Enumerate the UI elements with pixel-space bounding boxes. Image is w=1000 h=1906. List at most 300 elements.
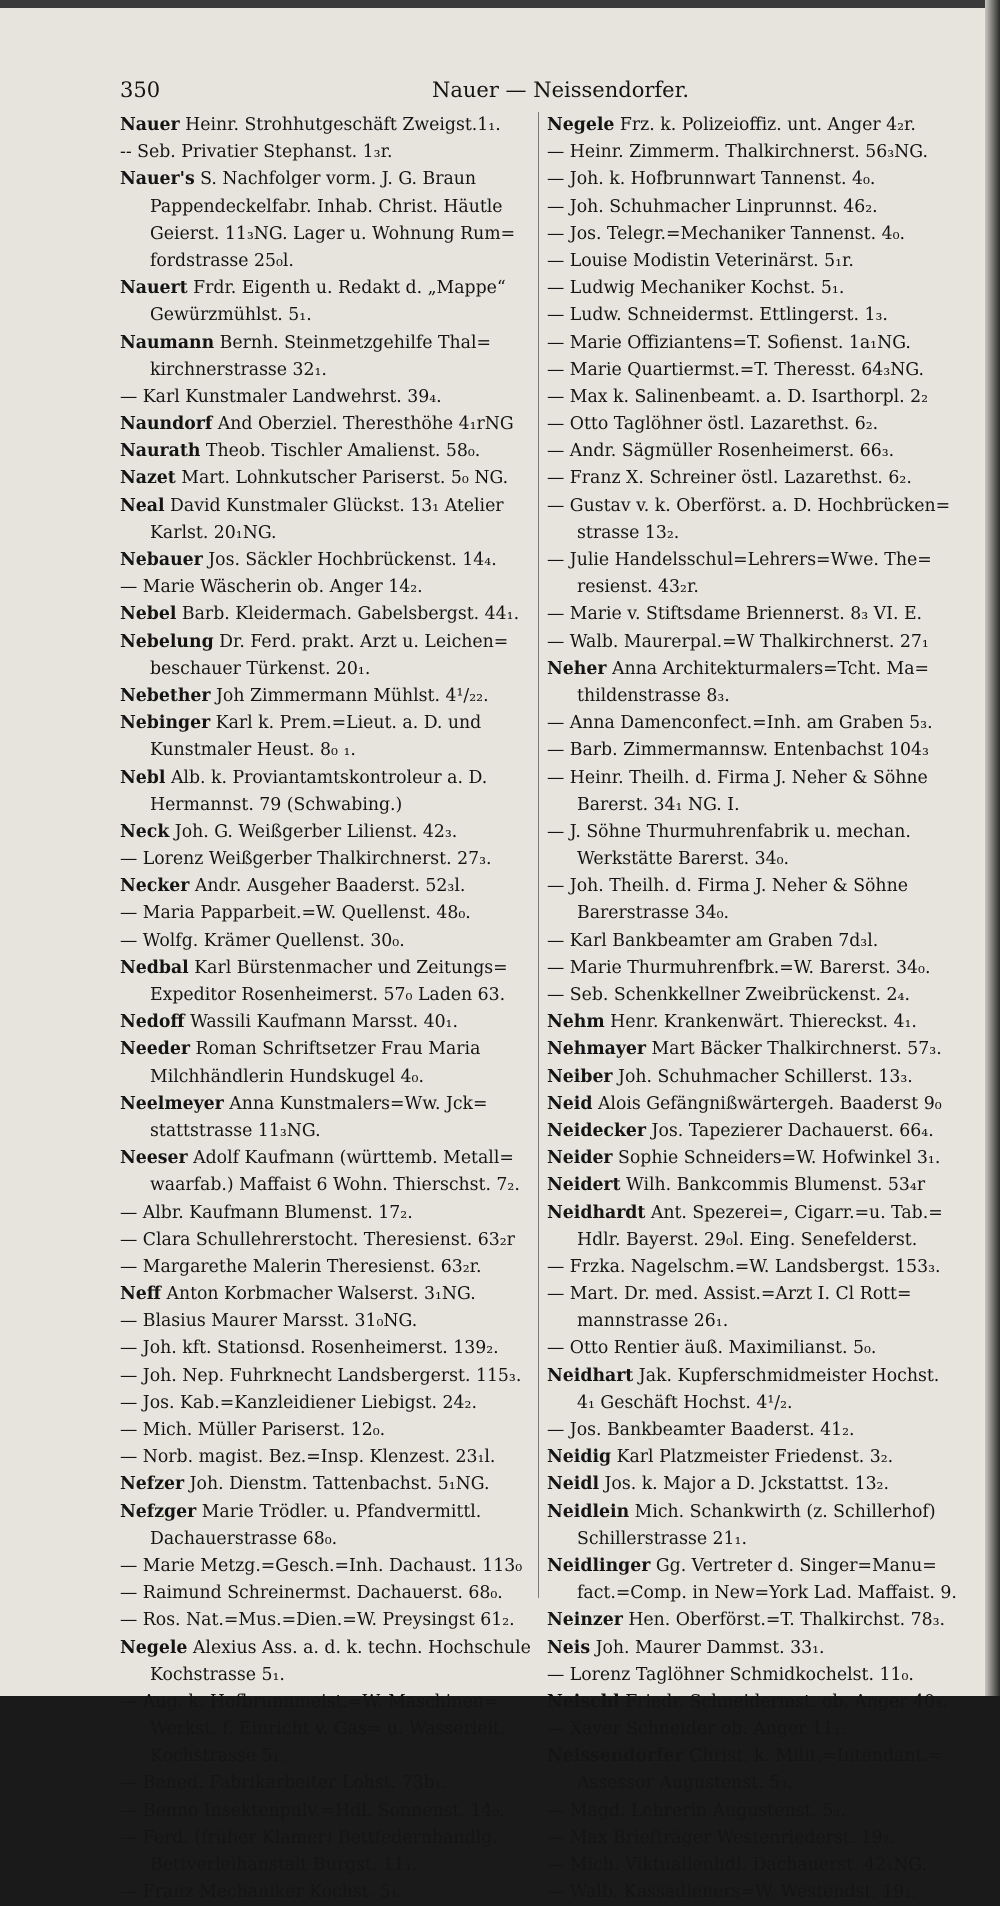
entry-text: — Marie Wäscherin ob. Anger 14₂. [120,577,423,598]
entry-text: — Aug. k. Hofbrunnmeist.=W. Maschinen= [120,1691,499,1712]
entry-text: — Blasius Maurer Marsst. 31₀NG. [120,1311,418,1332]
entry-text: — Jos. Kab.=Kanzleidiener Liebigst. 24₂. [120,1392,477,1413]
entry-text: Alexius Ass. a. d. k. techn. Hochschule [187,1637,531,1658]
entry-text: Barerstrasse 34₀. [577,903,729,924]
entry-surname: Nazet [120,468,176,489]
directory-line [120,1118,534,1145]
entry-surname: Neidl [547,1474,600,1495]
entry-text: Hen. Oberförst.=T. Thalkirchst. 78₃. [622,1610,946,1631]
entry-text: — Mart. Dr. med. Assist.=Arzt I. Cl Rott= [547,1284,912,1305]
entry-surname: Nefzger [120,1501,197,1522]
entry-text: — Wolfg. Krämer Quellenst. 30₀. [120,930,405,951]
directory-line [547,1607,961,1634]
entry-text: Jos. Tapezierer Dachauerst. 66₄. [646,1120,934,1141]
directory-line [120,1635,534,1662]
entry-text: — Heinr. Zimmerm. Thalkirchnerst. 56₃NG. [547,142,928,163]
entry-text: Alb. k. Proviantamtskontroleur a. D. [165,767,488,788]
entry-text: S. Nachfolger vorm. J. G. Braun [194,169,477,190]
entry-surname: Neidhart [547,1365,634,1386]
entry-text: Mart Bäcker Thalkirchnerst. 57₃. [645,1039,942,1060]
entry-text: Barerst. 34₁ NG. I. [577,794,740,815]
directory-line [120,357,534,384]
entry-surname: Nauer [120,115,180,135]
directory-line [120,656,534,683]
entry-text: fact.=Comp. in New=York Lad. Maffaist. 9. [577,1583,957,1604]
directory-line [120,1009,534,1036]
entry-text: thildenstrasse 8₃. [577,685,730,706]
directory-line [547,1064,961,1091]
entry-surname: Neidlein [547,1501,630,1522]
directory-line [547,792,961,819]
entry-text: — Joh. kft. Stationsd. Rosenheimerst. 139₂. [120,1338,499,1359]
directory-line [547,1716,961,1743]
entry-text: Pappendeckelfabr. Inhab. Christ. Häutle [150,196,503,217]
entry-text: stattstrasse 11₃NG. [150,1120,321,1141]
directory-line [120,900,534,927]
entry-text: — Lorenz Weißgerber Thalkirchnerst. 27₃. [120,849,492,870]
directory-line [120,1798,534,1825]
entry-text: — Mich. Müller Pariserst. 12₀. [120,1420,386,1440]
directory-line [547,1363,961,1390]
directory-line [120,166,534,193]
entry-surname: Nebelung [120,631,214,652]
directory-line [120,248,534,275]
directory-line [547,302,961,329]
entry-text: Andr. Ausgeher Baaderst. 52₃l. [189,876,466,897]
directory-line [120,1553,534,1580]
directory-line [547,221,961,248]
column-divider [538,112,539,1598]
directory-line [547,194,961,221]
entry-text: Frdr. Eigenth u. Redakt d. „Mappe“ [187,278,506,299]
directory-line [120,1526,534,1553]
directory-line [547,1553,961,1580]
directory-line [547,112,961,139]
entry-surname: Neid [547,1093,593,1114]
directory-line [547,1145,961,1172]
directory-line [547,1798,961,1825]
entry-text: — Otto Taglöhner östl. Lazarethst. 6₂. [547,414,879,435]
directory-line [120,574,534,601]
directory-line [547,520,961,547]
entry-text: Geierst. 11₃NG. Lager u. Wohnung Rum= [150,223,516,244]
entry-text: — Ludw. Schneidermst. Ettlingerst. 1₃. [547,305,888,326]
directory-line [547,384,961,411]
entry-surname: Neher [547,658,607,679]
entry-text: -- Seb. Privatier Stephanst. 1₃r. [120,142,393,163]
directory-line [120,683,534,710]
entry-text: — Ludwig Mechaniker Kochst. 5₁. [547,278,845,299]
page-header [120,78,950,110]
entry-text: Anna Kunstmalers=Ww. Jck= [223,1093,488,1114]
directory-line [547,1580,961,1607]
directory-line [547,737,961,764]
directory-line [120,194,534,221]
directory-line [547,1390,961,1417]
entry-text: — Mich. Viktualienhdl. Dachauerst. 42₁NG. [547,1855,927,1875]
directory-line [547,1254,961,1281]
directory-line [547,683,961,710]
entry-surname: Naurath [120,441,201,462]
entry-text: Kochstrasse 5₁. [150,1746,285,1767]
directory-line [120,1200,534,1227]
entry-text: — Franz Mechaniker Kochst. 5₁. [120,1882,404,1903]
entry-text: — Julie Handelsschul=Lehrers=Wwe. The= [547,550,932,570]
entry-text: — Raimund Schreinermst. Dachauerst. 68₀. [120,1583,503,1604]
entry-text: Joh. Schuhmacher Schillerst. 13₃. [612,1066,913,1087]
directory-line [120,1036,534,1063]
entry-text: Roman Schriftsetzer Frau Maria [189,1039,481,1060]
directory-line [120,1091,534,1118]
entry-text: — Xaver Schneider ob. Anger 11₁. [547,1719,847,1740]
entry-text: waarfab.) Maffaist 6 Wohn. Thierschst. 7₂. [150,1175,520,1196]
page-number: 350 [120,78,161,102]
entry-text: — Ferd. (früher Klamer) Bettfedernhandlg. [120,1827,498,1848]
directory-line [120,384,534,411]
directory-line [547,1770,961,1797]
entry-surname: Neff [120,1284,161,1305]
entry-text: Ant. Spezerei=, Cigarr.=u. Tab.= [645,1202,943,1223]
entry-surname: Neelmeyer [120,1093,224,1114]
directory-line [547,1444,961,1471]
entry-text: — Joh. Schuhmacher Linprunnst. 46₂. [547,196,878,217]
directory-line [547,846,961,873]
directory-line [547,1689,961,1716]
entry-text: — Jos. Telegr.=Mechaniker Tannenst. 4₀. [547,223,905,244]
directory-line [547,1227,961,1254]
directory-line [547,1308,961,1335]
directory-line [120,1335,534,1362]
directory-line [547,1200,961,1227]
scan-right-edge [985,0,1000,1696]
directory-line [120,873,534,900]
directory-line [120,629,534,656]
directory-line [120,1607,534,1634]
directory-line [547,1635,961,1662]
entry-surname: Nehmayer [547,1039,646,1060]
directory-line [120,1227,534,1254]
directory-line [120,1879,534,1906]
entry-text: Anna Architekturmalers=Tcht. Ma= [606,658,930,679]
entry-text: — Anna Damenconfect.=Inh. am Graben 5₃. [547,713,933,734]
entry-surname: Nauert [120,278,188,299]
entry-text: — Joh. Nep. Fuhrknecht Landsbergerst. 115₃. [120,1365,522,1386]
entry-text: Bernh. Steinmetzgehilfe Thal= [214,332,491,353]
directory-line [120,955,534,982]
directory-line [120,1172,534,1199]
entry-surname: Naumann [120,332,215,353]
directory-line [547,955,961,982]
entry-text: Wassili Kaufmann Marsst. 40₁. [184,1012,458,1033]
directory-line [547,1281,961,1308]
entry-text: Werkstätte Barerst. 34₀. [577,849,789,870]
entry-surname: Nebl [120,767,166,788]
directory-line [547,139,961,166]
entry-text: Milchhändlerin Hundskugel 4₀. [150,1066,424,1087]
entry-surname: Nedoff [120,1012,185,1033]
entry-text: — Marie Thurmuhrenfbrk.=W. Barerst. 34₀. [547,957,931,978]
entry-text: — Marie Offiziantens=T. Sofienst. 1a₁NG. [547,332,911,353]
directory-line [120,792,534,819]
entry-text: Hermannst. 79 (Schwabing.) [150,794,403,815]
entry-text: Adolf Kaufmann (württemb. Metall= [187,1148,514,1169]
directory-line [547,1172,961,1199]
entry-text: Marie Trödler. u. Pfandvermittl. [196,1501,482,1522]
directory-line [547,357,961,384]
entry-surname: Neischl [547,1691,620,1712]
entry-surname: Neal [120,495,165,516]
entry-text: Gg. Vertreter d. Singer=Manu= [650,1555,937,1576]
entry-text: Jos. Säckler Hochbrückenst. 14₄. [202,550,497,570]
directory-line [120,1417,534,1444]
entry-text: — Margarethe Malerin Theresienst. 63₂r. [120,1256,482,1277]
entry-surname: Neeser [120,1148,188,1169]
entry-text: Kochstrasse 5₁. [150,1664,285,1685]
entry-text: Jak. Kupferschmidmeister Hochst. [633,1365,940,1386]
directory-line [547,248,961,275]
left-column [120,112,534,1906]
entry-text: Barb. Kleidermach. Gabelsbergst. 44₁. [176,604,520,625]
directory-line [120,601,534,628]
entry-text: Friedr. Schneidermst. ob. Anger 40₃. [619,1691,948,1712]
entry-surname: Needer [120,1039,190,1060]
entry-text: Expeditor Rosenheimerst. 57₀ Laden 63. [150,985,506,1005]
entry-text: — Joh. Theilh. d. Firma J. Neher & Söhne [547,876,908,897]
entry-text: Wilh. Bankcommis Blumenst. 53₄r [620,1175,926,1196]
directory-line [120,547,534,574]
entry-text: — Andr. Sägmüller Rosenheimerst. 66₃. [547,441,895,462]
directory-line [547,1417,961,1444]
entry-text: Kunstmaler Heust. 8₀ ₁. [150,740,356,761]
entry-surname: Nehm [547,1012,605,1033]
entry-text: fordstrasse 25₀l. [150,250,294,271]
directory-line [120,928,534,955]
entry-text: Henr. Krankenwärt. Thiereckst. 4₁. [604,1012,917,1033]
entry-text: — Clara Schullehrerstocht. Theresienst. 63₂r [120,1229,515,1250]
directory-line [547,1526,961,1553]
entry-surname: Nebauer [120,550,203,570]
directory-line [120,275,534,302]
entry-surname: Nauer's [120,169,195,190]
entry-surname: Nefzer [120,1474,185,1495]
entry-text: kirchnerstrasse 32₁. [150,359,327,380]
directory-line [120,493,534,520]
entry-text: — Joh. k. Hofbrunnwart Tannenst. 4₀. [547,169,876,190]
directory-line [547,710,961,737]
directory-line [120,710,534,737]
directory-line [120,1145,534,1172]
entry-text: — Karl Bankbeamter am Graben 7d₃l. [547,930,879,951]
entry-text: — Ros. Nat.=Mus.=Dien.=W. Preysingst 61₂. [120,1610,515,1631]
entry-surname: Nedbal [120,957,189,978]
directory-line [120,982,534,1009]
entry-surname: Neiber [547,1066,613,1087]
directory-line [547,1091,961,1118]
entry-text: Joh. Dienstm. Tattenbachst. 5₁NG. [184,1474,490,1495]
entry-text: resienst. 43₂r. [577,577,699,598]
directory-line [547,765,961,792]
directory-line [547,438,961,465]
entry-surname: Neidert [547,1175,621,1196]
directory-line [120,1308,534,1335]
directory-line [547,819,961,846]
entry-text: — Heinr. Theilh. d. Firma J. Neher & Söhne [547,767,928,788]
entry-surname: Nebel [120,604,177,625]
directory-line [120,1281,534,1308]
directory-line [120,465,534,492]
entry-surname: Neidlinger [547,1555,651,1576]
directory-line [120,1662,534,1689]
directory-line [120,846,534,873]
directory-line [120,1499,534,1526]
directory-line [120,112,534,139]
entry-text: David Kunstmaler Glückst. 13₁ Atelier [164,495,504,516]
directory-line [120,1390,534,1417]
entry-text: Schillerstrasse 21₁. [577,1528,747,1549]
entry-text: — Gustav v. k. Oberförst. a. D. Hochbrücken= [547,495,951,516]
directory-line [547,166,961,193]
entry-surname: Neissendorfer [547,1746,684,1767]
directory-line [120,1064,534,1091]
directory-line [120,819,534,846]
entry-text: Karlst. 20₁NG. [150,522,277,543]
directory-line [547,1471,961,1498]
entry-text: Joh. Maurer Dammst. 33₁. [590,1637,825,1658]
directory-line [547,1118,961,1145]
entry-text: — Benno Insektenpulv.=Hdl. Sonnenst. 14₀. [120,1800,505,1821]
entry-text: — Seb. Schenkkellner Zweibrückenst. 2₄. [547,985,910,1005]
directory-line [547,1662,961,1689]
entry-text: 4₁ Geschäft Hochst. 4¹/₂. [577,1392,793,1413]
directory-line [547,900,961,927]
scan-top-edge [0,0,985,8]
entry-surname: Nebinger [120,713,211,734]
entry-text: Sophie Schneiders=W. Hofwinkel 3₁. [612,1148,941,1169]
directory-line [120,765,534,792]
entry-text: Jos. k. Major a D. Jckstattst. 13₂. [599,1474,889,1495]
directory-line [120,1363,534,1390]
directory-line [120,1716,534,1743]
directory-line [547,1852,961,1879]
directory-line [120,139,534,166]
running-title: Nauer — Neissendorfer. [432,78,689,102]
entry-text: — Marie Quartiermst.=T. Theresst. 64₃NG. [547,359,925,380]
directory-line [547,1335,961,1362]
directory-line [547,1009,961,1036]
entry-text: — Jos. Bankbeamter Baaderst. 41₂. [547,1420,855,1440]
directory-line [547,275,961,302]
entry-text: Dachauerstrasse 68₀. [150,1528,338,1549]
directory-line [547,982,961,1009]
entry-text: Hdlr. Bayerst. 29₀l. Eing. Senefelderst. [577,1229,918,1250]
entry-text: — Lorenz Taglöhner Schmidkochelst. 11₀. [547,1664,914,1685]
entry-text: — Marie Metzg.=Gesch.=Inh. Dachaust. 113₀ [120,1555,523,1576]
directory-line [547,547,961,574]
directory-line [120,221,534,248]
entry-text: Theob. Tischler Amalienst. 58₀. [200,441,481,462]
directory-line [547,629,961,656]
entry-text: — Frzka. Nagelschm.=W. Landsbergst. 153₃. [547,1256,941,1277]
entry-text: Joh Zimmermann Mühlst. 4¹/₂₂. [210,685,489,706]
entry-text: — Max Briefträger Westenriederst. 19₂. [547,1827,896,1848]
directory-line [547,574,961,601]
directory-line [120,1444,534,1471]
directory-line [547,1825,961,1852]
directory-line [547,330,961,357]
entry-text: — Louise Modistin Veterinärst. 5₁r. [547,250,854,271]
entry-text: — Albr. Kaufmann Blumenst. 17₂. [120,1202,413,1223]
directory-line [120,1825,534,1852]
entry-surname: Neinzer [547,1610,623,1631]
entry-surname: Necker [120,876,190,897]
entry-surname: Naundorf [120,414,213,435]
entry-text: — Marie v. Stiftsdame Briennerst. 8₃ VI. E. [547,604,923,625]
directory-line [120,1580,534,1607]
entry-text: — Walb. Maurerpal.=W Thalkirchnerst. 27₁ [547,631,929,652]
entry-text: beschauer Türkenst. 20₁. [150,658,371,679]
entry-text: — Maria Papparbeit.=W. Quellenst. 48₀. [120,903,471,924]
entry-text: — Barb. Zimmermannsw. Entenbachst 104₃ [547,740,929,761]
directory-line [547,601,961,628]
directory-line [547,928,961,955]
entry-surname: Neidhardt [547,1202,646,1223]
entry-text: Dr. Ferd. prakt. Arzt u. Leichen= [213,631,509,652]
entry-text: Mich. Schankwirth (z. Schillerhof) [629,1501,936,1522]
entry-text: Gewürzmühlst. 5₁. [150,305,312,326]
entry-text: And Oberziel. Theresthöhe 4₁rNG [212,414,514,435]
right-column [547,112,961,1906]
entry-text: — Otto Rentier äuß. Maximilianst. 5₀. [547,1338,877,1359]
directory-line [547,465,961,492]
entry-text: — Franz X. Schreiner östl. Lazarethst. 6₂. [547,468,912,489]
entry-text: — Walb. Kassadieners=W. Westendst. 19₁. [547,1882,917,1903]
entry-text: Joh. G. Weißgerber Lilienst. 42₃. [169,821,458,842]
entry-surname: Neck [120,821,170,842]
directory-line [120,1254,534,1281]
directory-line [120,330,534,357]
entry-text: Karl k. Prem.=Lieut. a. D. und [210,713,482,734]
directory-line [120,737,534,764]
directory-line [120,1689,534,1716]
directory-line [547,1743,961,1770]
directory-line [547,1036,961,1063]
directory-line [120,1770,534,1797]
entry-text: Mart. Lohnkutscher Pariserst. 5₀ NG. [175,468,509,489]
entry-surname: Nebether [120,685,211,706]
directory-line [547,873,961,900]
entry-text: strasse 13₂. [577,522,680,543]
entry-surname: Neidig [547,1447,612,1468]
entry-text: Christ. k. Milit.=Intendant.= [683,1746,943,1767]
directory-line [120,520,534,547]
entry-text: mannstrasse 26₁. [577,1311,729,1332]
entry-text: Karl Platzmeister Friedenst. 3₂. [611,1447,894,1468]
entry-surname: Neidecker [547,1120,647,1141]
directory-line [120,302,534,329]
entry-text: — Norb. magist. Bez.=Insp. Klenzest. 23₁l. [120,1447,496,1468]
entry-text: — J. Söhne Thurmuhrenfabrik u. mechan. [547,821,911,842]
directory-line [547,493,961,520]
entry-surname: Neis [547,1637,591,1658]
directory-line [547,1499,961,1526]
entry-text: Heinr. Strohhutgeschäft Zweigst.1₁. [179,115,501,135]
entry-text: — Max k. Salinenbeamt. a. D. Isarthorpl. 2₂ [547,386,929,407]
entry-text: Bettverleihanstalt Burgst. 11₁. [150,1855,418,1875]
entry-text: Assessor Augustenst. 5₃. [577,1773,793,1794]
entry-text: Werkst. f. Einricht v. Gas= u. Wasserleit. [150,1719,506,1740]
directory-line [547,1879,961,1906]
entry-text: Frz. k. Polizeioffiz. unt. Anger 4₂r. [614,115,916,135]
